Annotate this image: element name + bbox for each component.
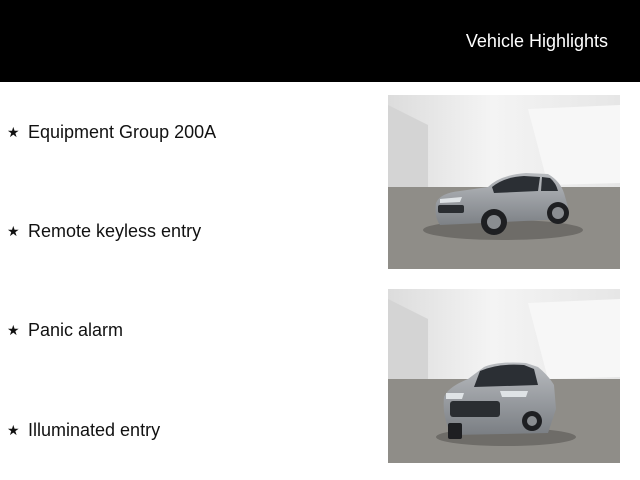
- star-icon: ★: [7, 222, 20, 239]
- feature-item: [7, 121, 216, 143]
- vehicle-photo-front[interactable]: [388, 289, 620, 463]
- page-title: Vehicle Highlights: [465, 31, 608, 51]
- star-icon: ★: [7, 421, 20, 438]
- feature-item: [7, 419, 160, 441]
- feature-label: Remote keyless entry: [28, 220, 202, 241]
- feature-label: Equipment Group 200A: [28, 121, 217, 142]
- vehicle-photo-side[interactable]: [388, 95, 620, 269]
- star-icon: ★: [7, 321, 20, 338]
- page-header: [0, 0, 640, 82]
- feature-label: Panic alarm: [28, 319, 124, 340]
- star-icon: ★: [7, 123, 20, 140]
- feature-item: [7, 319, 123, 341]
- feature-label: Illuminated entry: [28, 419, 161, 440]
- feature-item: [7, 220, 201, 242]
